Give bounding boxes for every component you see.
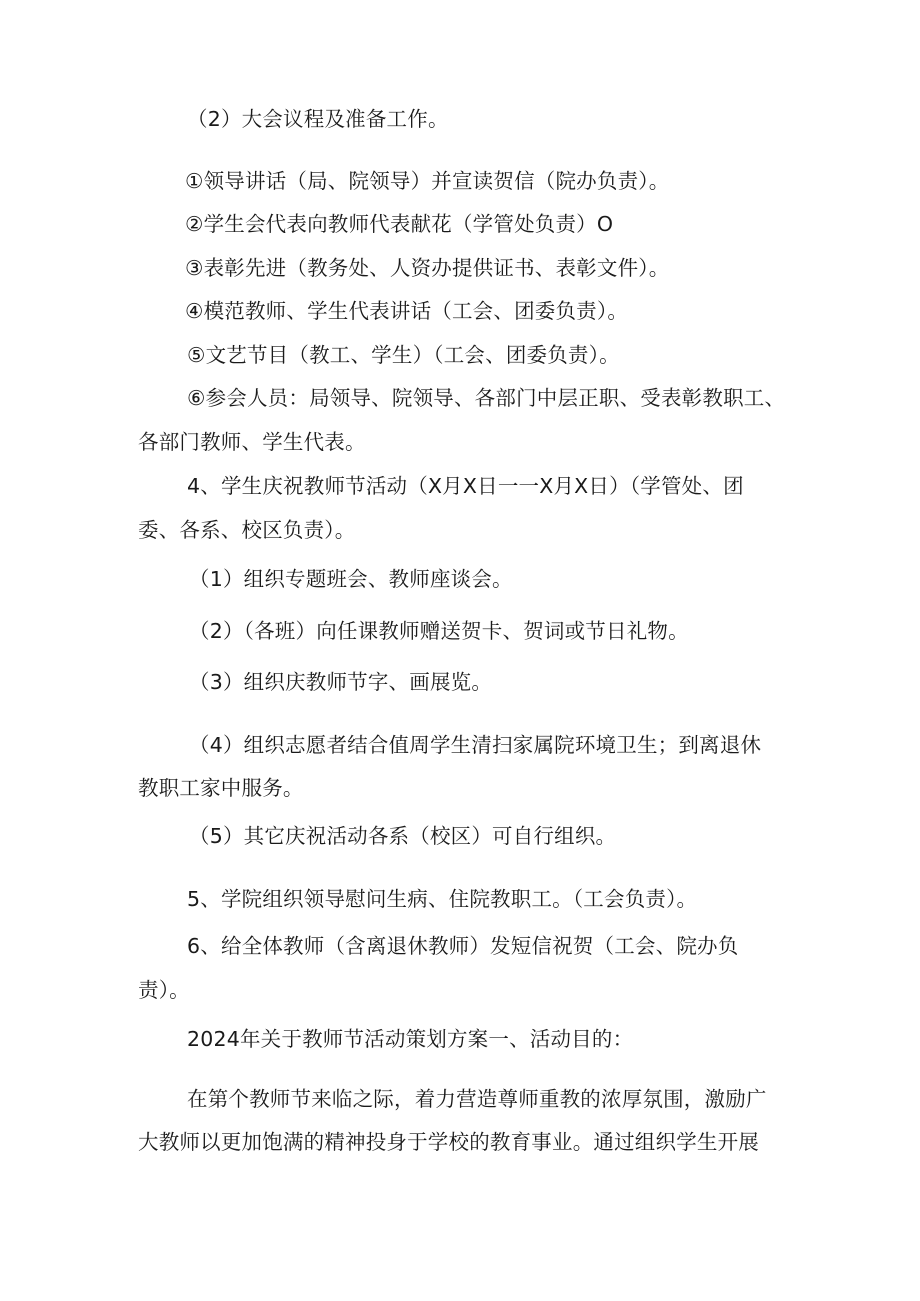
text-line: （1）组织专题班会、教师座谈会。 — [189, 567, 513, 591]
text-line: 责）。 — [138, 978, 190, 1002]
text-line: （2）大会议程及准备工作。 — [187, 107, 449, 131]
text-line: 4、学生庆祝教师节活动（X月X日一一X月X日）（学管处、团 — [187, 474, 744, 498]
text-line: 大教师以更加饱满的精神投身于学校的教育事业。通过组织学生开展 — [138, 1130, 759, 1154]
text-line: 各部门教师、学生代表。 — [138, 430, 366, 454]
text-line: ①领导讲话（局、院领导）并宣读贺信（院办负责）。 — [185, 169, 670, 193]
text-line: （5）其它庆祝活动各系（校区）可自行组织。 — [189, 824, 617, 848]
text-line: ⑥参会人员：局领导、院领导、各部门中层正职、受表彰教职工、 — [187, 386, 786, 410]
text-line: ④模范教师、学生代表讲话（工会、团委负责）。 — [185, 299, 629, 323]
text-line: （4）组织志愿者结合值周学生清扫家属院环境卫生；到离退休 — [189, 733, 762, 757]
text-line: 6、给全体教师（含离退休教师）发短信祝贺（工会、院办负 — [187, 934, 739, 958]
text-line: 教职工家中服务。 — [138, 776, 304, 800]
text-line: ②学生会代表向教师代表献花（学管处负责）O — [185, 212, 614, 236]
text-line: 2024年关于教师节活动策划方案一、活动目的： — [187, 1027, 634, 1051]
text-line: 委、各系、校区负责）。 — [138, 518, 356, 542]
text-line: ③表彰先进（教务处、人资办提供证书、表彰文件）。 — [185, 256, 670, 280]
text-line: 5、学院组织领导慰问生病、住院教职工。（工会负责）。 — [187, 887, 698, 911]
text-line: （3）组织庆教师节字、画展览。 — [189, 670, 493, 694]
text-line: ⑤文艺节目（教工、学生）（工会、团委负责）。 — [187, 343, 620, 367]
text-line: （2）（各班）向任课教师赠送贺卡、贺词或节日礼物。 — [189, 619, 689, 643]
text-line: 在第个教师节来临之际，着力营造尊师重教的浓厚氛围，激励广 — [187, 1087, 767, 1111]
